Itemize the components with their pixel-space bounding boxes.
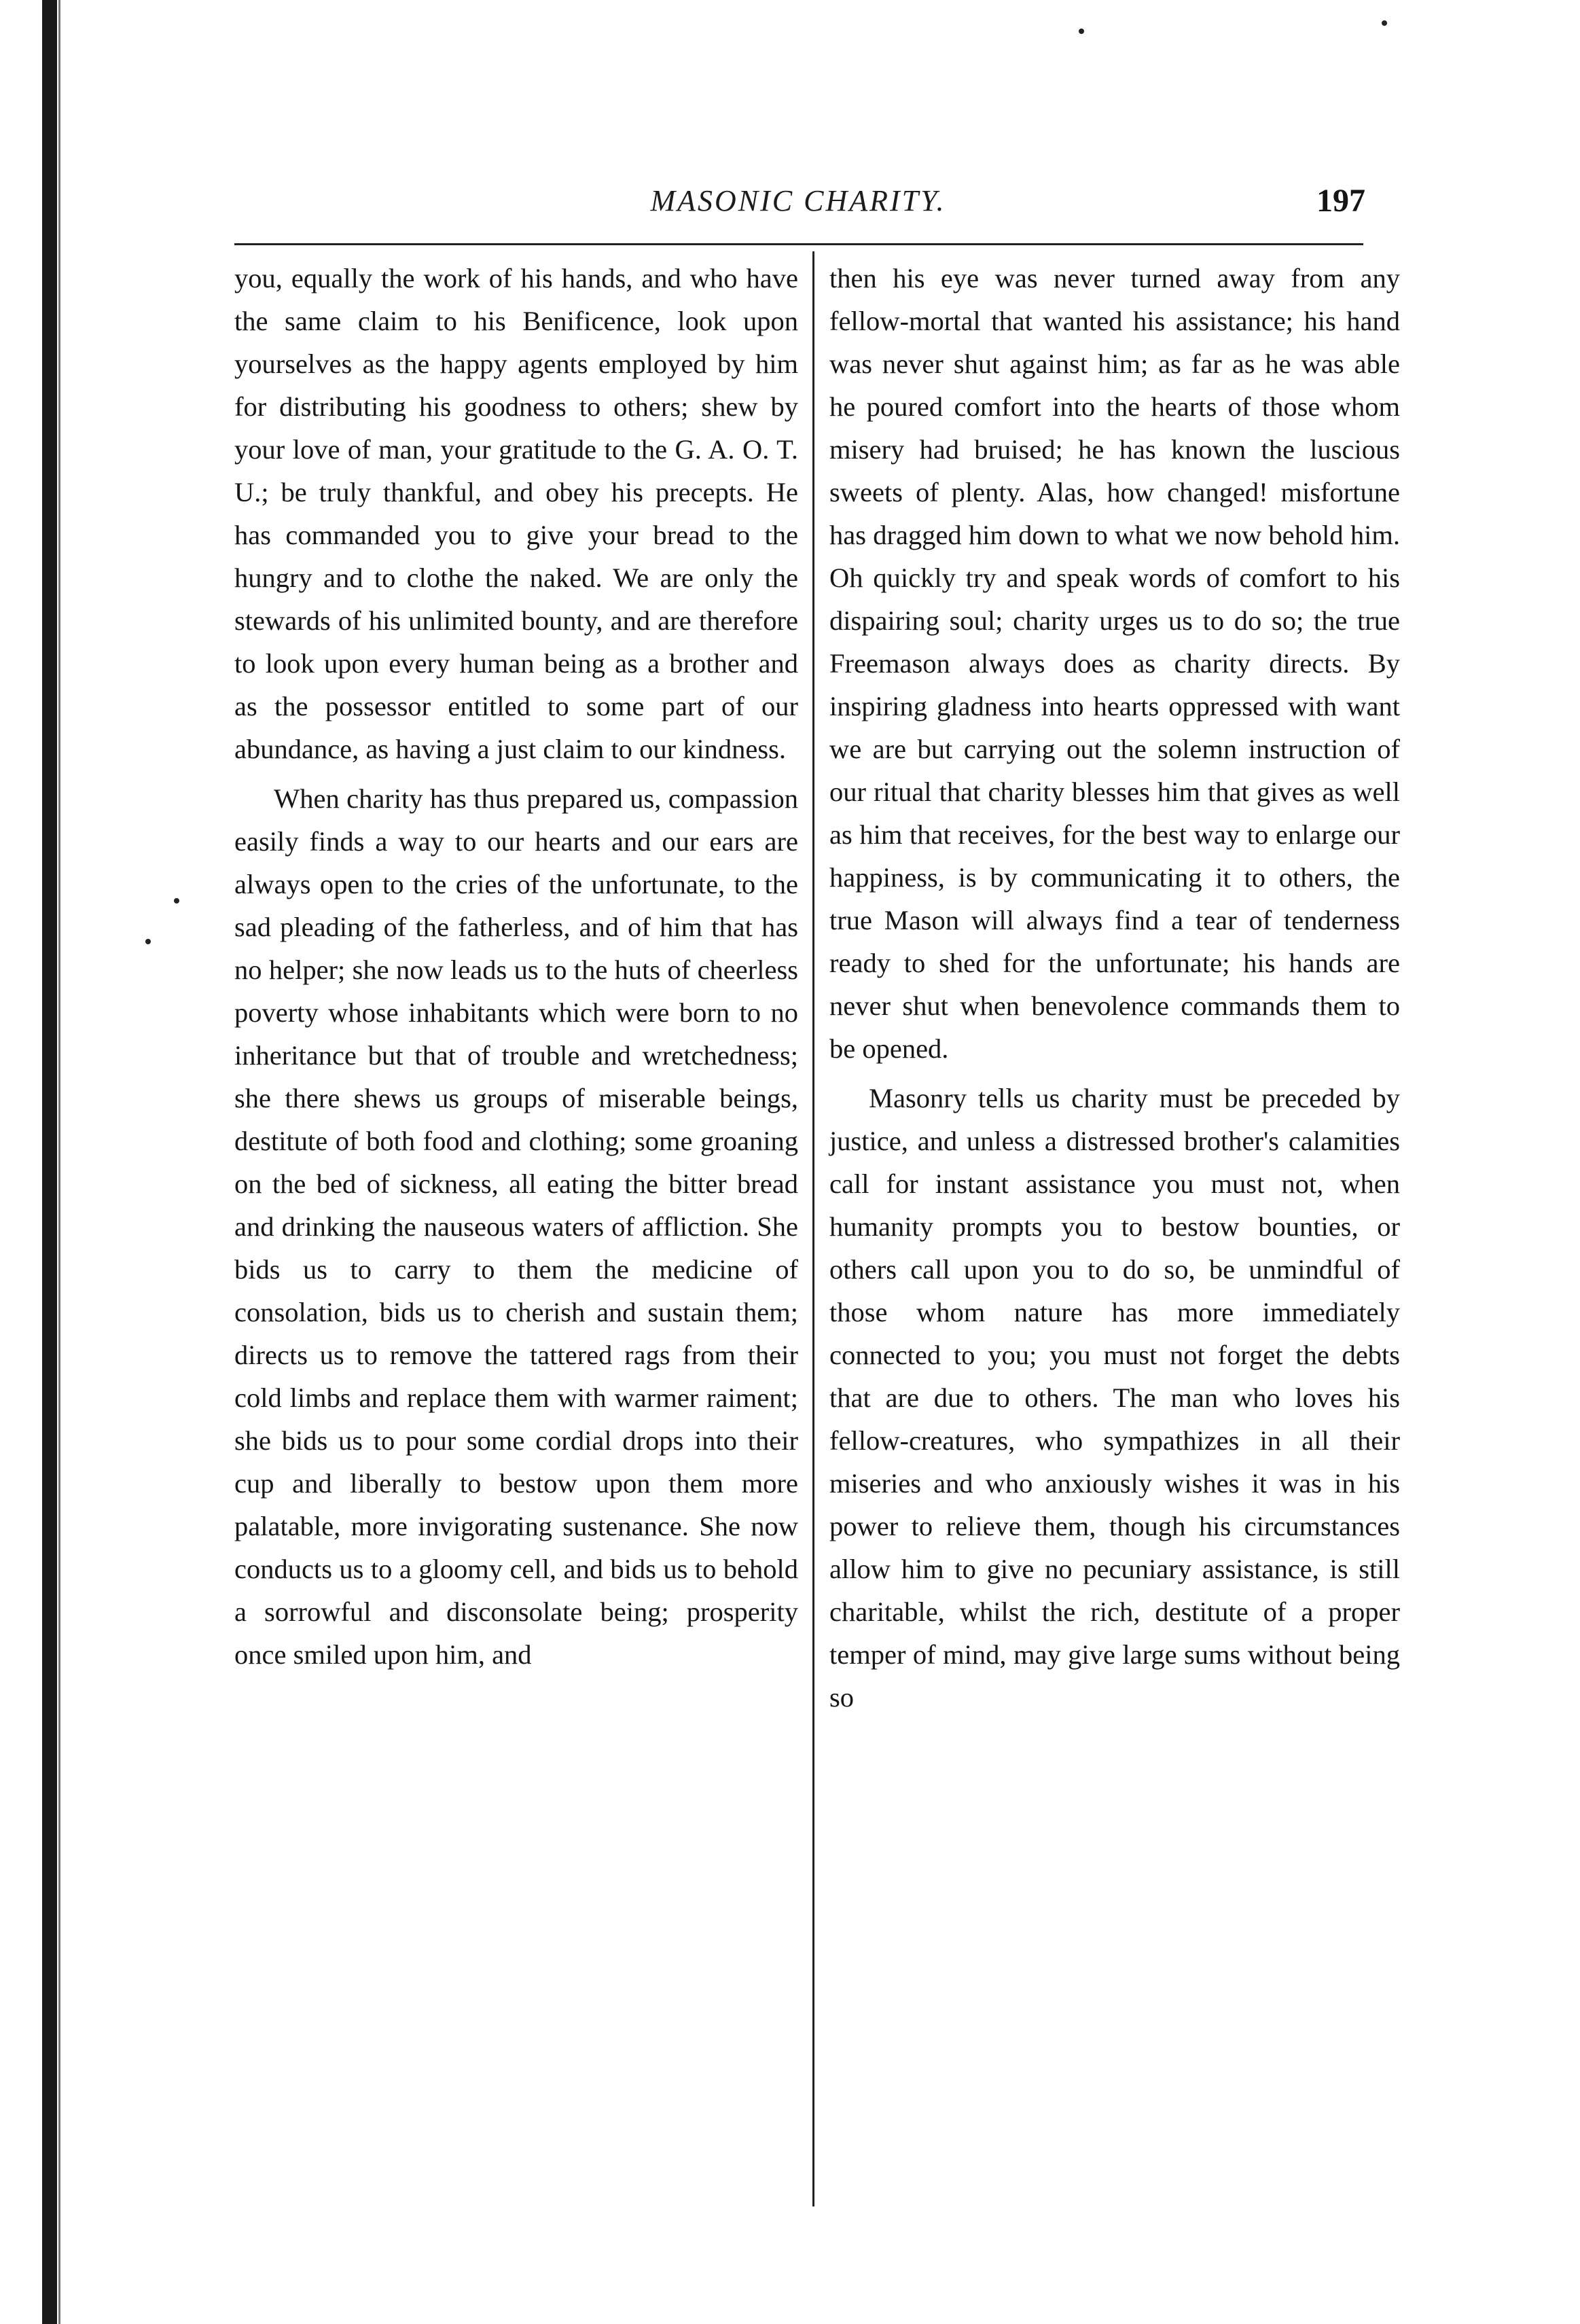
page-number: 197 [1316, 183, 1365, 219]
running-title: MASONIC CHARITY. [650, 184, 946, 217]
left-column [234, 257, 798, 1676]
header-rule [234, 243, 1363, 245]
binding-edge [42, 0, 57, 2324]
right-paragraph-1: then his eye was never turned away from any fellow-mortal that wanted his assistance; his hand was never shut against him; as far as he was able he poured comfort into the hearts of those whom misery had bruised; he has known the luscious sweets of plenty. Alas, how changed! misfortune has dragged him down to what we now behold him. Oh quickly try and speak words of comfort to his dispairing soul; charity urges us to do so; the true Freemason always does as charity directs. By inspiring gladness into hearts oppressed with want we are but carrying out the solemn instruction of our ritual that charity blesses him that gives as well as him that receives, for the best way to enlarge our happiness, is by communicating it to others, the true Mason will always find a tear of tenderness ready to shed for the unfortunate; his hands are never shut when benevolence commands them to be opened. [829, 263, 1400, 1064]
ink-speck [174, 898, 179, 904]
right-paragraph-2: Masonry tells us charity must be preceded by justice, and unless a distressed brother's calamities call for instant assistance you must not, when humanity prompts you to bestow bounties, or others call upon you to do so, be unmindful of those whom nature has more immediately connected to you; you must not forget the debts that are due to others. The man who loves his fellow-creatures, who sympathizes in all their miseries and who anxiously wishes it was in his power to relieve them, though his circumstances allow him to give no pecuniary assistance, is still charitable, whilst the rich, destitute of a proper temper of mind, may give large sums without being so [829, 1083, 1400, 1713]
running-head [231, 183, 1365, 231]
left-paragraph-2: When charity has thus prepared us, compassion easily finds a way to our hearts and our ears are always open to the cries of the unfortunate, to the sad pleading of the fatherless, and of him that has no helper; she now leads us to the huts of cheerless poverty whose inhabitants which were born to no inheritance but that of trouble and wretchedness; she there shews us groups of miserable beings, destitute of both food and clothing; some groaning on the bed of sickness, all eating the bitter bread and drinking the nauseous waters of affliction. She bids us to carry to them the medicine of consolation, bids us to cherish and sustain them; directs us to remove the tattered rags from their cold limbs and replace them with warmer raiment; she bids us to pour some cordial drops into their cup and liberally to bestow upon them more palatable, more invigorating sustenance. She now conducts us to a gloomy cell, and bids us to behold a sorrowful and disconsolate being; prosperity once smiled upon him, and [234, 783, 798, 1670]
ink-speck [145, 939, 151, 944]
column-divider [812, 251, 814, 2206]
ink-speck [1079, 29, 1084, 34]
left-paragraph-1: you, equally the work of his hands, and who have the same claim to his Benificence, look upon yourselves as the happy agents employed by him for distributing his goodness to others; shew by your love of man, your gratitude to the G. A. O. T. U.; be truly thankful, and obey his precepts. He has commanded you to give your bread to the hungry and to clothe the naked. We are only the stewards of his unlimited bounty, and are therefore to look upon every human being as a brother and as the possessor entitled to some part of our abundance, as having a just claim to our kindness. [234, 263, 798, 764]
ink-speck [1382, 20, 1387, 26]
right-column [829, 257, 1400, 1719]
